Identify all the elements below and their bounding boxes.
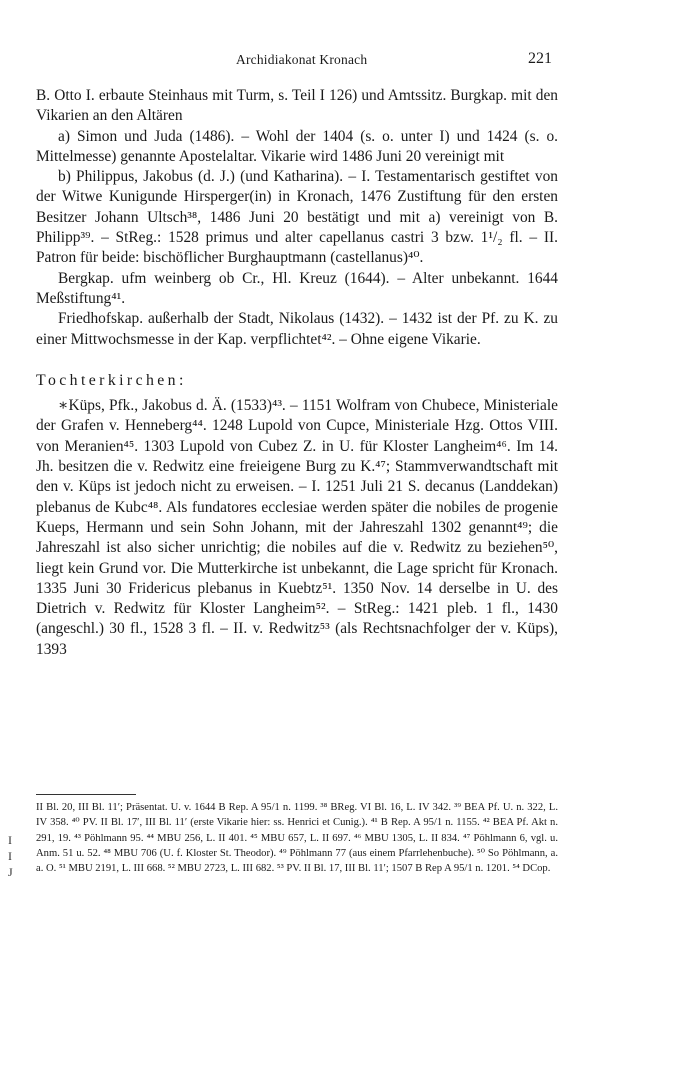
margin-mark: I (8, 849, 12, 863)
running-head: Archidiakonat Kronach (236, 52, 368, 67)
margin-mark: I (8, 833, 12, 847)
paragraph-kueps: ∗Küps, Pfk., Jakobus d. Ä. (1533)⁴³. – 1151 Wolfram von Chubece, Ministeriale der Grafen v. Henneberg⁴⁴. 1248 Lupold von Cupce, Ministeriale Hzg. Ottos VIII. von Meranien⁴⁵. 1303 Lupold von Cubez Z. in U. für Kloster Langheim⁴⁶. Im 14. Jh. besitzen die v. Redwitz eine freieigene Burg zu K.⁴⁷; Stammverwandtschaft mit den v. Küps ist jedoch nicht zu erweisen. – I. 1251 Juli 21 S. decanus (Landdekan) plebanus de Kubc⁴⁸. Als fundatores ecclesiae werden später die nobiles de progenie Kueps, Hermann und sein Sohn Johann, mit der Jahreszahl 1302 genannt⁴⁹; die Jahreszahl ist also sicher unrichtig; die nobiles auf die v. Redwitz zu beziehen⁵⁰, liegt kein Grund vor. Die Mutterkirche ist unbekannt, die Lage spricht für Kronach. 1335 Juni 30 Fridericus plebanus in Kuebtz⁵¹. 1350 Nov. 14 derselbe in U. des Dietrich v. Redwitz für Kloster Langheim⁵². – StReg.: 1421 pleb. 1 fl., 1430 (angeschl.) 30 fl., 1528 3 fl. – II. v. Redwitz⁵³ (als Rechtsnachfolger der v. Küps), 1393 (36, 397, 558, 658)
footnotes (36, 800, 558, 876)
margin-mark: J (8, 865, 13, 879)
main-text (36, 86, 558, 660)
margin-marks (8, 832, 13, 880)
paragraph-simon-juda: a) Simon und Juda (1486). – Wohl der 1404 (s. o. unter I) und 1424 (s. o. Mittelmesse) genannte Apostelaltar. Vikarie wird 1486 Juni 20 vereinigt mit (36, 127, 558, 165)
paragraph-bergkapelle: Bergkap. ufm weinberg ob Cr., Hl. Kreuz (1644). – Alter unbekannt. 1644 Meßstiftung⁴¹. (36, 269, 558, 307)
paragraph-philippus-jakobus: b) Philippus, Jakobus (d. J.) (und Katharina). – I. Testamentarisch gestiftet von der Witwe Kunigunde Hirsperger(in) in Kronach, 1476 Zustiftung für den ersten Besitzer Johann Ultsch³⁸, 1486 Juni 20 bestätigt und mit a) vereinigt von B. Philipp³⁹. – StReg.: 1528 primus und alter capellanus castri 3 bzw. 1¹/₂ fl. – II. Patron für beide: bischöflicher Burghauptmann (castellanus)⁴⁰. (36, 168, 558, 267)
page-number: 221 (528, 50, 552, 67)
paragraph-burg: B. Otto I. erbaute Steinhaus mit Turm, s. Teil I 126) und Amtssitz. Burgkap. mit den Vikarien an den Altären (36, 87, 558, 125)
paragraph-friedhofskapelle: Friedhofskap. außerhalb der Stadt, Nikolaus (1432). – 1432 ist der Pf. zu K. zu einer Mittwochsmesse in der Kap. verpflichtet⁴². – Ohne eigene Vikarie. (36, 310, 558, 348)
section-heading: Tochterkirchen: (36, 371, 187, 389)
footnote-rule (36, 794, 136, 795)
footnote-text: II Bl. 20, III Bl. 11′; Präsentat. U. v. 1644 B Rep. A 95/1 n. 1199. ³⁸ BReg. VI Bl. 16, L. IV 342. ³⁹ BEA Pf. U. n. 322, L. IV 358. ⁴⁰ PV. II Bl. 17′, III Bl. 11′ (erste Vikarie hier: ss. Henrici et Cunig.). ⁴¹ B Rep. A 95/1 n. 1155. ⁴² BEA Pf. Akt n. 291, 19. ⁴³ Pöhlmann 95. ⁴⁴ MBU 256, L. II 401. ⁴⁵ MBU 657, L. II 697. ⁴⁶ MBU 1305, L. II 834. ⁴⁷ Pöhlmann 6, vgl. u. Anm. 51 u. 52. ⁴⁸ MBU 706 (U. f. Kloster St. Theodor). ⁴⁹ Pöhlmann 77 (aus einem Pfarrlehenbuche). ⁵⁰ So Pöhlmann, a. a. O. ⁵¹ MBU 2191, L. III 668. ⁵² MBU 2723, L. III 682. ⁵³ PV. II Bl. 17, III Bl. 11′; 1507 B Rep A 95/1 n. 1201. ⁵⁴ DCop. (36, 802, 558, 875)
